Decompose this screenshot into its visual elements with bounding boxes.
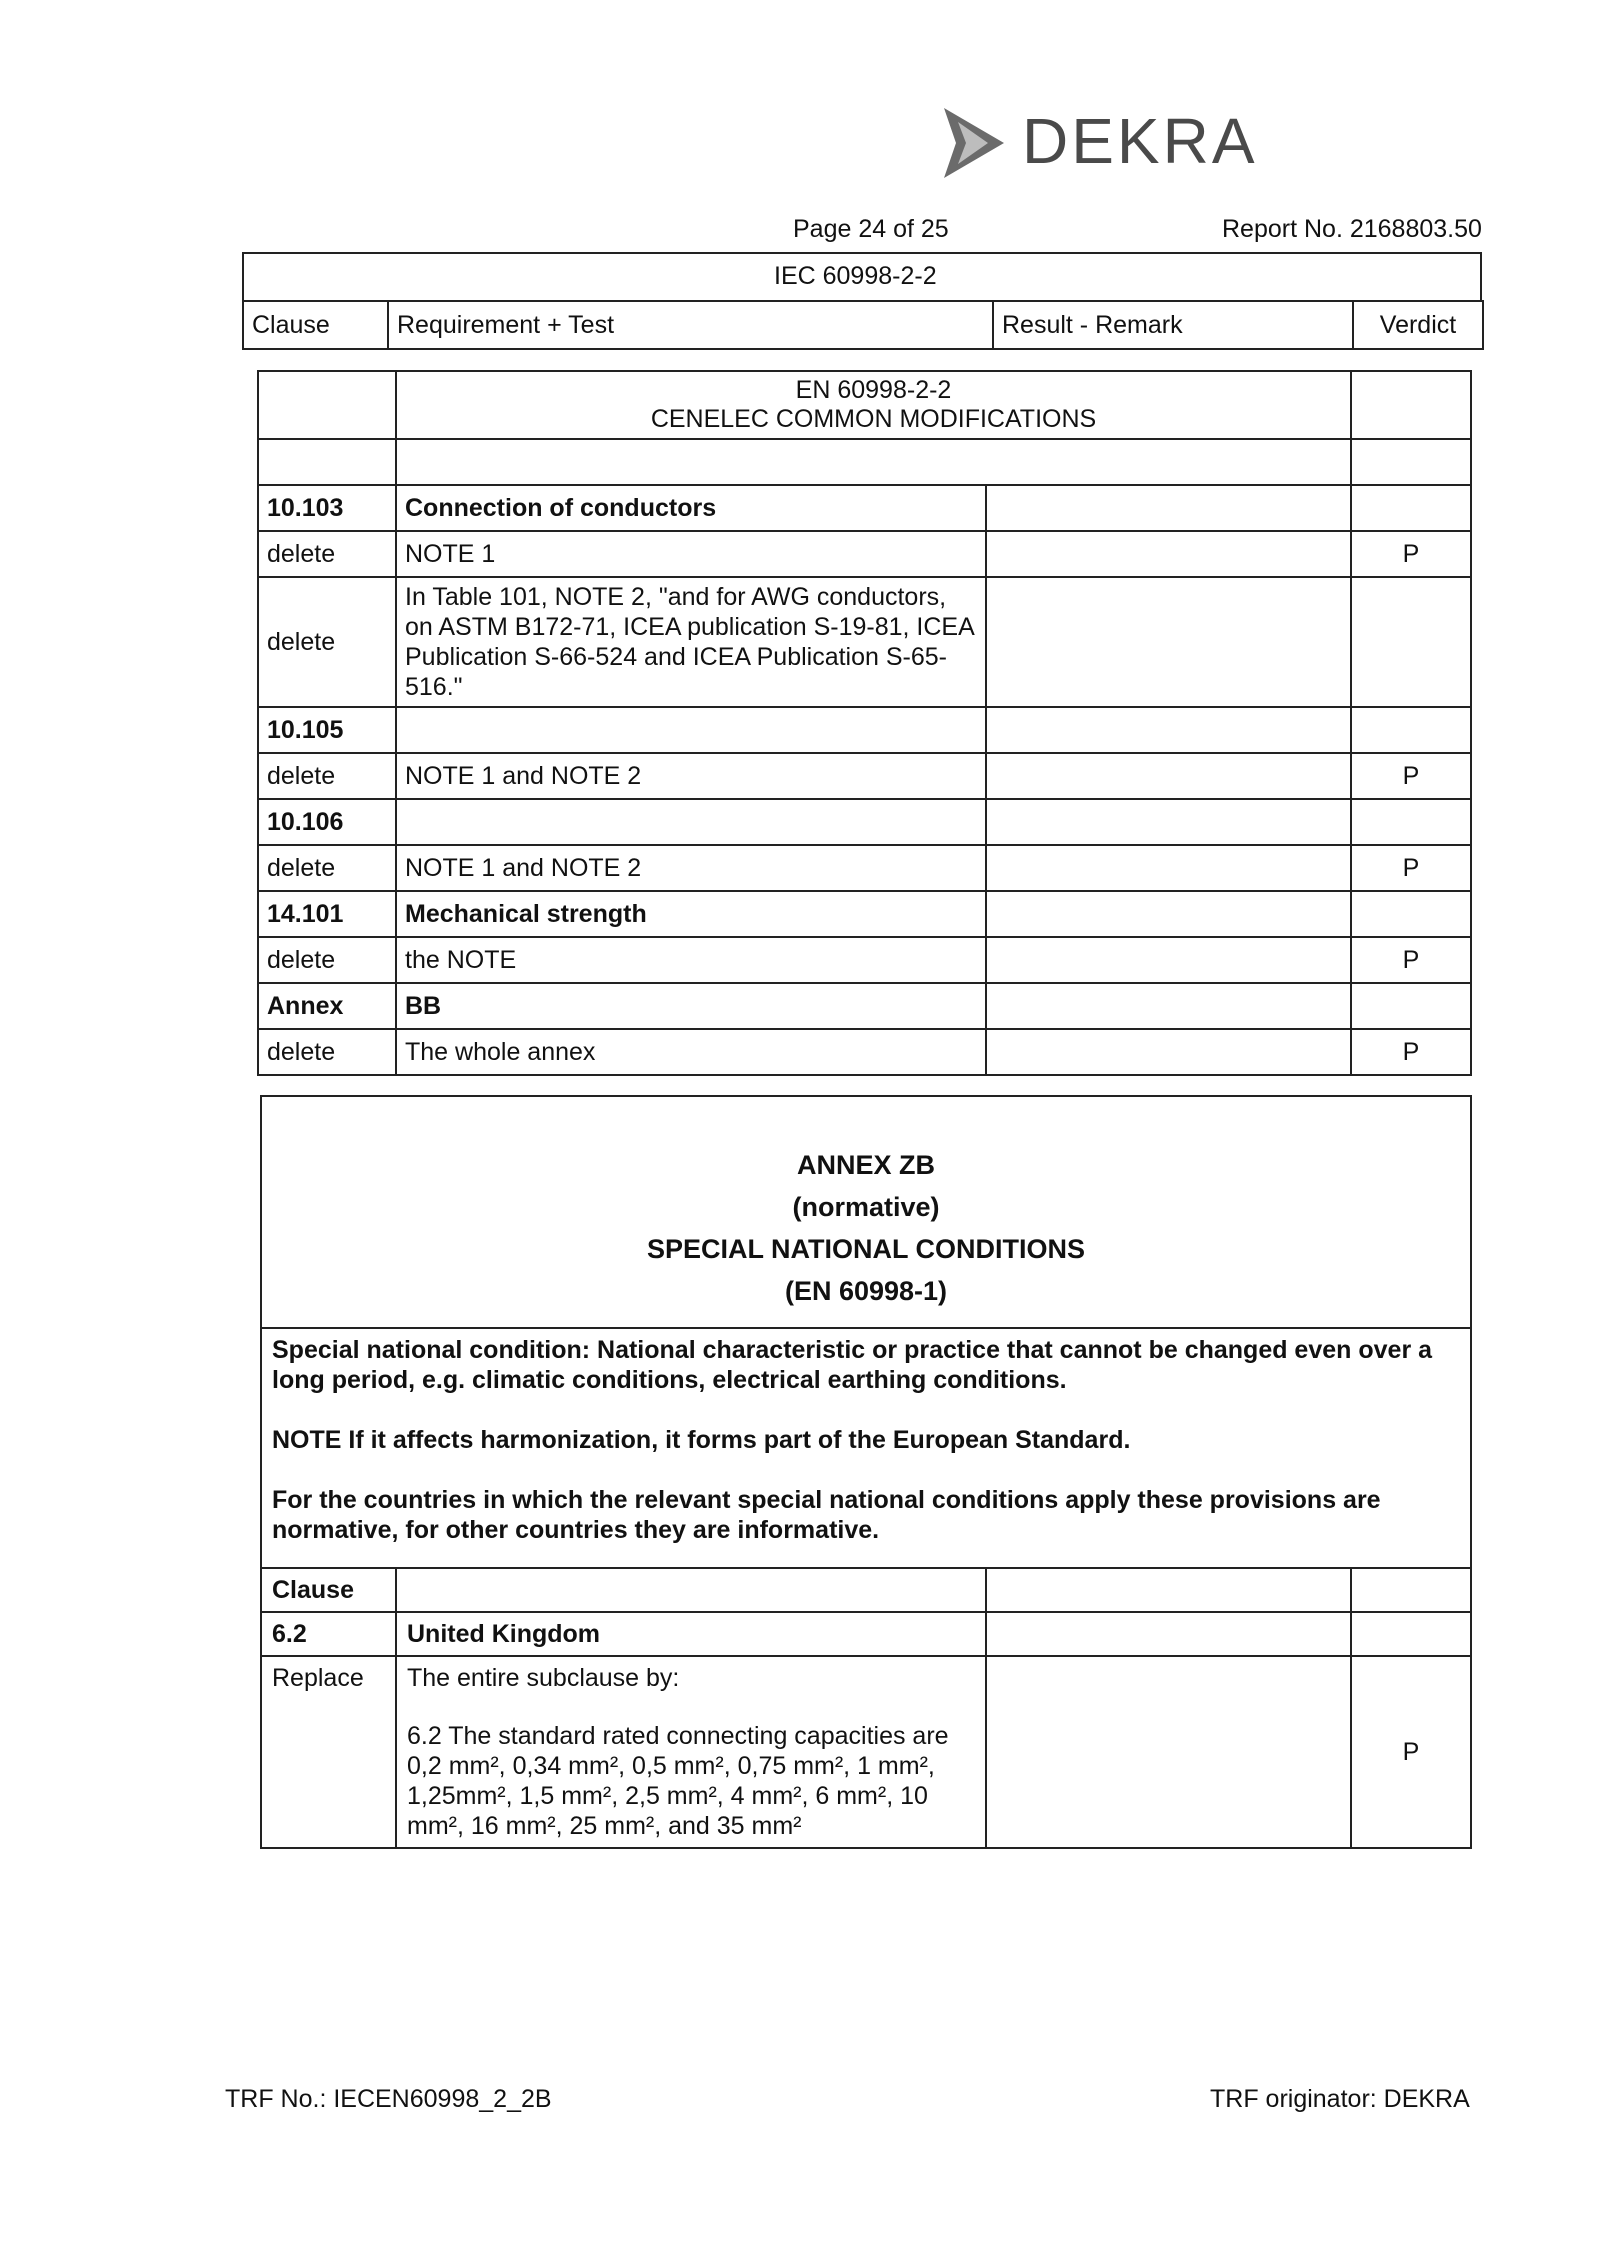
verdict-cell <box>1351 485 1471 531</box>
harmonization-note: NOTE If it affects harmonization, it forms part of the European Standard. <box>272 1426 1131 1454</box>
requirement-cell <box>396 799 986 845</box>
requirement-cell <box>396 707 986 753</box>
verdict-cell <box>1351 891 1471 937</box>
result-cell <box>986 707 1351 753</box>
annex-normative: (normative) <box>792 1192 940 1223</box>
result-cell <box>986 937 1351 983</box>
result-cell <box>986 531 1351 577</box>
requirement-cell: The whole annex <box>396 1029 986 1075</box>
col-verdict: Verdict <box>1353 301 1483 349</box>
table-row <box>258 485 1471 531</box>
table-row <box>258 753 1471 799</box>
col-clause: Clause <box>243 301 388 349</box>
verdict-cell: P <box>1351 937 1471 983</box>
requirement-cell: Mechanical strength <box>396 891 986 937</box>
en-rows <box>258 485 1471 1075</box>
verdict-cell: P <box>1351 531 1471 577</box>
column-header-table <box>242 300 1484 350</box>
standard-header <box>242 252 1482 300</box>
verdict-cell <box>1351 799 1471 845</box>
verdict-cell: P <box>1351 1656 1471 1848</box>
result-cell <box>986 799 1351 845</box>
en-modifications-table <box>257 370 1472 1076</box>
result-cell <box>986 577 1351 707</box>
annex-zb-table <box>260 1095 1472 1849</box>
annex-reference: (EN 60998-1) <box>784 1275 948 1306</box>
trf-number: TRF No.: IECEN60998_2_2B <box>225 2085 552 2113</box>
dekra-logo-icon <box>930 98 1020 188</box>
clause-cell: 10.103 <box>258 485 396 531</box>
result-cell <box>986 1029 1351 1075</box>
table-row <box>258 577 1471 707</box>
clause-cell: delete <box>258 1029 396 1075</box>
table-row <box>258 891 1471 937</box>
result-cell <box>986 753 1351 799</box>
col-result: Result - Remark <box>993 301 1353 349</box>
clause-cell: 10.105 <box>258 707 396 753</box>
verdict-cell: P <box>1351 1029 1471 1075</box>
annex-title: ANNEX ZB <box>797 1150 936 1181</box>
special-condition-definition: Special national condition: National characteristic or practice that cannot be changed even over a long period, e.g. climatic conditions, electrical earthing conditions. <box>272 1336 1433 1394</box>
clause-cell: 14.101 <box>258 891 396 937</box>
clause-cell: delete <box>258 753 396 799</box>
clause-label: Clause <box>261 1568 396 1612</box>
standard-title: IEC 60998-2-2 <box>774 262 937 290</box>
requirement-cell: BB <box>396 983 986 1029</box>
requirement-cell: In Table 101, NOTE 2, "and for AWG conductors, on ASTM B172-71, ICEA publication S-19-81, ICEA Publication S-66-524 and ICEA Publication S-65-516." <box>396 577 986 707</box>
dekra-logo <box>930 98 1258 188</box>
table-row <box>258 1029 1471 1075</box>
requirement-cell: NOTE 1 and NOTE 2 <box>396 845 986 891</box>
trf-originator: TRF originator: DEKRA <box>1210 2085 1470 2113</box>
result-cell <box>986 983 1351 1029</box>
replacement-text: The entire subclause by: 6.2 The standard rated connecting capacities are 0,2 mm², 0,34 mm², 0,5 mm², 0,75 mm², 1 mm², 1,25mm², 1,5 mm², 2,5 mm², 4 mm², 6 mm², 10 mm², 16 mm², 25 mm², and 35 mm² <box>396 1656 986 1848</box>
requirement-cell: the NOTE <box>396 937 986 983</box>
verdict-cell: P <box>1351 753 1471 799</box>
requirement-cell: NOTE 1 and NOTE 2 <box>396 753 986 799</box>
table-row <box>258 983 1471 1029</box>
clause-6-2: 6.2 <box>261 1612 396 1656</box>
table-row <box>258 707 1471 753</box>
col-requirement: Requirement + Test <box>388 301 993 349</box>
table-row <box>258 799 1471 845</box>
requirement-cell: Connection of conductors <box>396 485 986 531</box>
dekra-logo-text: DEKRA <box>1022 105 1258 177</box>
table-row <box>258 937 1471 983</box>
table-row <box>258 845 1471 891</box>
result-cell <box>986 891 1351 937</box>
clause-cell: delete <box>258 531 396 577</box>
result-cell <box>986 845 1351 891</box>
verdict-cell <box>1351 983 1471 1029</box>
replace-label: Replace <box>261 1656 396 1848</box>
verdict-cell: P <box>1351 845 1471 891</box>
annex-subtitle: SPECIAL NATIONAL CONDITIONS <box>647 1234 1086 1264</box>
verdict-cell <box>1351 577 1471 707</box>
page-number: Page 24 of 25 <box>793 215 949 243</box>
verdict-cell <box>1351 707 1471 753</box>
country-united-kingdom: United Kingdom <box>396 1612 986 1656</box>
en-section-title: EN 60998-2-2 CENELEC COMMON MODIFICATIONS <box>396 371 1351 439</box>
clause-cell: delete <box>258 845 396 891</box>
clause-cell: delete <box>258 937 396 983</box>
table-row <box>258 531 1471 577</box>
annex-title-block <box>261 1096 1471 1328</box>
requirement-cell: NOTE 1 <box>396 531 986 577</box>
clause-cell: Annex <box>258 983 396 1029</box>
annex-definition <box>261 1328 1471 1568</box>
report-number: Report No. 2168803.50 <box>1222 215 1482 243</box>
applicability-note: For the countries in which the relevant special national conditions apply these provisions are normative, for other countries they are informative. <box>272 1486 1381 1544</box>
clause-cell: delete <box>258 577 396 707</box>
result-cell <box>986 485 1351 531</box>
clause-cell: 10.106 <box>258 799 396 845</box>
